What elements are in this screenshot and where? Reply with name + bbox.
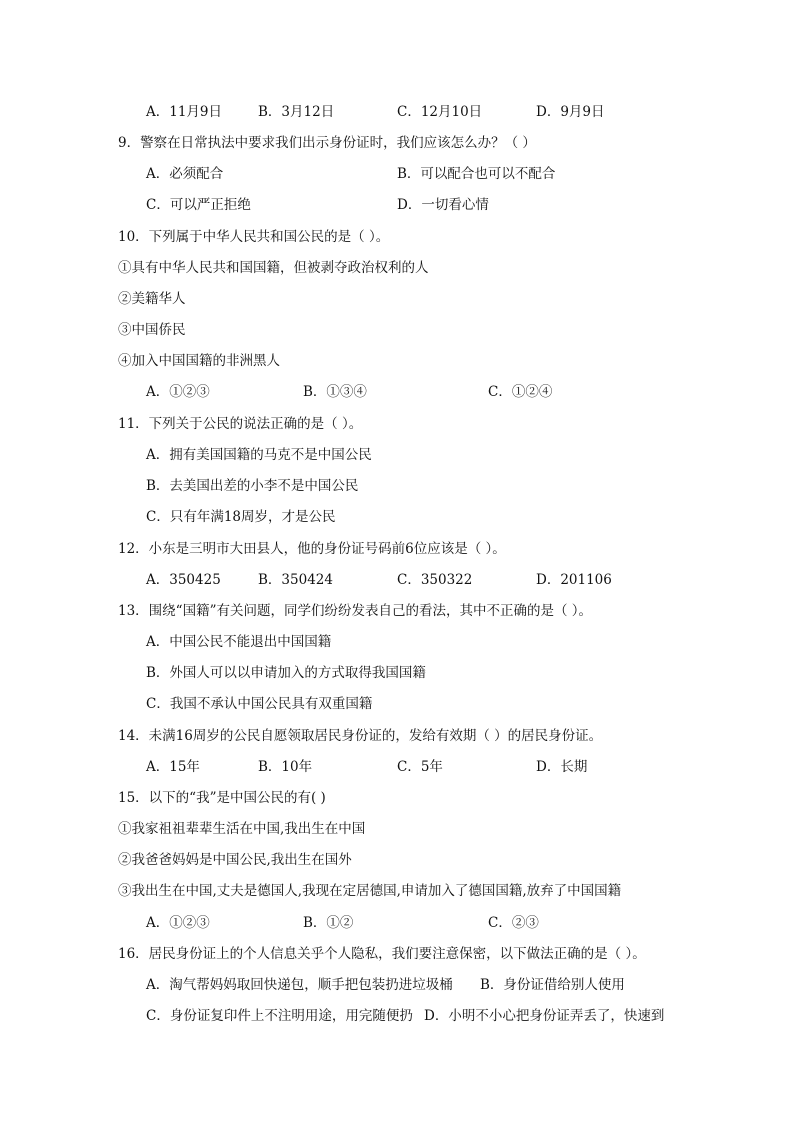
q10-option-c: C．①②④	[488, 384, 553, 400]
q12-options	[146, 570, 734, 590]
q13-option-c: C．我国不承认中国公民具有双重国籍	[146, 696, 373, 712]
q8-option-c: C．12月10日	[397, 104, 483, 120]
q9-options-row2	[146, 195, 734, 215]
q8-option-a: A．11月9日	[146, 104, 223, 120]
q10-option-a: A．①②③	[146, 384, 210, 400]
q13-option-b: B．外国人可以以申请加入的方式取得我国国籍	[146, 665, 426, 681]
q16-option-c: C．身份证复印件上不注明用途，用完随便扔	[146, 1008, 413, 1024]
q15-item-3: ③我出生在中国,丈夫是德国人,我现在定居德国,申请加入了德国国籍,放弃了中国国籍	[118, 883, 622, 899]
q11-option-c: C．只有年满18周岁，才是公民	[146, 509, 336, 525]
q15-option-a: A．①②③	[146, 915, 210, 931]
q16-stem: 16．居民身份证上的个人信息关乎个人隐私，我们要注意保密，以下做法正确的是（ ）。	[118, 946, 646, 962]
q10-item-2: ②美籍华人	[118, 291, 186, 307]
q9-option-d: D．一切看心情	[397, 197, 489, 213]
q14-option-b: B．10年	[258, 759, 313, 775]
q16-option-a: A．淘气帮妈妈取回快递包，顺手把包装扔进垃圾桶	[146, 977, 453, 993]
q14-options	[146, 757, 734, 777]
q9-option-c: C．可以严正拒绝	[146, 197, 251, 213]
q8-options	[146, 102, 734, 122]
q8-option-b: B．3月12日	[258, 104, 335, 120]
q16-options-row2	[146, 1006, 734, 1026]
q15-options	[146, 913, 734, 933]
q15-stem: 15．以下的“我”是中国公民的有( )	[118, 790, 326, 806]
q8-option-d: D．9月9日	[536, 104, 605, 120]
q10-item-3: ③中国侨民	[118, 322, 186, 338]
q11-stem: 11．下列关于公民的说法正确的是（ ）。	[118, 416, 363, 432]
q12-option-c: C．350322	[397, 572, 473, 588]
q15-item-2: ②我爸爸妈妈是中国公民,我出生在国外	[118, 852, 352, 868]
q16-options-row1	[146, 975, 734, 995]
q16-option-d: D．小明不小心把身份证弄丢了，快速到	[424, 1008, 665, 1024]
q16-option-b: B．身份证借给别人使用	[480, 977, 625, 993]
q15-item-1: ①我家祖祖辈辈生活在中国,我出生在中国	[118, 821, 366, 837]
q10-options	[146, 382, 734, 402]
q12-option-b: B．350424	[258, 572, 333, 588]
q9-stem: 9．警察在日常执法中要求我们出示身份证时，我们应该怎么办？（ ）	[118, 135, 536, 151]
q9-option-a: A．必须配合	[146, 166, 224, 182]
q9-option-b: B．可以配合也可以不配合	[397, 166, 556, 182]
q12-stem: 12．小东是三明市大田县人，他的身份证号码前6位应该是（ ）。	[118, 541, 506, 557]
q11-option-a: A．拥有美国国籍的马克不是中国公民	[146, 447, 372, 463]
q14-option-c: C．5年	[397, 759, 443, 775]
q14-option-a: A．15年	[146, 759, 200, 775]
q14-option-d: D．长期	[536, 759, 588, 775]
q12-option-d: D．201106	[536, 572, 612, 588]
q15-option-b: B．①②	[303, 915, 354, 931]
q9-options-row1	[146, 164, 734, 184]
q15-option-c: C．②③	[488, 915, 539, 931]
q13-option-a: A．中国公民不能退出中国国籍	[146, 634, 332, 650]
q13-stem: 13．围绕“国籍”有关问题，同学们纷纷发表自己的看法，其中不正确的是（ ）。	[118, 603, 593, 619]
q10-item-1: ①具有中华人民共和国国籍，但被剥夺政治权利的人	[118, 260, 429, 276]
q10-stem: 10．下列属于中华人民共和国公民的是（ ）。	[118, 229, 390, 245]
q11-option-b: B．去美国出差的小李不是中国公民	[146, 478, 359, 494]
q10-item-4: ④加入中国国籍的非洲黑人	[118, 353, 280, 369]
q12-option-a: A．350425	[146, 572, 221, 588]
q14-stem: 14．未满16周岁的公民自愿领取居民身份证的，发给有效期（ ）的居民身份证。	[118, 728, 603, 744]
q10-option-b: B．①③④	[303, 384, 367, 400]
